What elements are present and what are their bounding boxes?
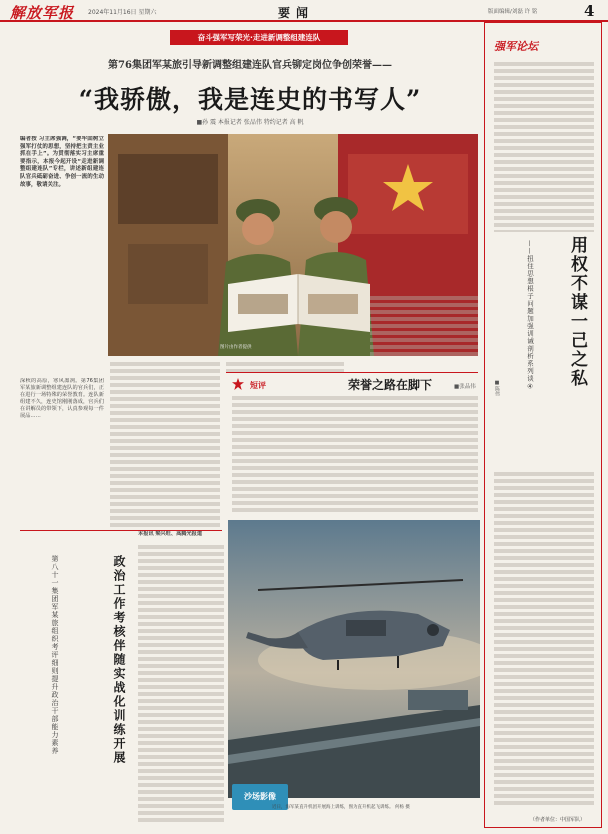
second-story-title[interactable]: 政治工作考核伴随实战化训练开展 bbox=[112, 555, 126, 765]
star-icon bbox=[232, 378, 244, 390]
story-headline[interactable]: “我骄傲，我是连史的书写人” bbox=[78, 85, 422, 114]
helicopter-photo-caption bbox=[272, 804, 452, 810]
short-comment-label: 短评 bbox=[250, 380, 266, 390]
commentary-footer: （作者单位：中国军队） bbox=[530, 817, 586, 823]
short-comment-author: ■张品伟 bbox=[454, 384, 476, 390]
helicopter-photo bbox=[228, 520, 480, 798]
second-story-body bbox=[138, 545, 224, 825]
body-column-3 bbox=[226, 362, 344, 372]
short-comment-title[interactable]: 荣誉之路在脚下 bbox=[348, 378, 433, 392]
commentary-author: ■陈伟 bbox=[494, 380, 500, 396]
section-title: 要闻 bbox=[278, 6, 315, 20]
editors-note bbox=[20, 136, 104, 346]
editors-note-text: 编者按 习主席强调，“要牢固树立强军打仗的思想，坚持把主责主业抓在手上”。为贯彻落实习主席重要指示，本报今起开设“走进新调整组建连队”专栏，讲述新组建连队官兵砥砺奋进、争创一流的生动故事，敬请关注。 bbox=[20, 136, 104, 188]
body-column-1 bbox=[20, 378, 104, 528]
second-story-byline-text: 本报讯 梁兴旺、高腾光报道 bbox=[138, 531, 203, 537]
story-banner: 奋斗强军写荣光·走进新调整组建连队 bbox=[170, 30, 348, 45]
helicopter-photo-graphic bbox=[228, 520, 480, 798]
newspaper-logo: 解放军报 bbox=[10, 4, 75, 22]
column-logo bbox=[494, 38, 554, 58]
photographer-credit: 何杨 摄 bbox=[394, 805, 410, 810]
column-logo-text: 强军论坛 bbox=[494, 40, 538, 53]
text-texture bbox=[226, 362, 344, 372]
commentary-headline[interactable]: 用权不谋一己之私 bbox=[567, 236, 587, 388]
caption-text: 近日，海军某直升机团开展海上训练，图为直升机起飞训练。 bbox=[272, 805, 394, 810]
page-editor: 版面编辑/刘磊 许 铭 bbox=[488, 9, 538, 15]
text-texture bbox=[370, 296, 478, 356]
badge-text: 沙场影像 bbox=[232, 784, 288, 810]
body-column-5 bbox=[370, 296, 478, 356]
body-text: 深秋的高原，寒风凛冽。第76集团军某旅新调整组建连队的官兵们，正在进行一场特殊的荣誉教育。连队新组建不久，连史馆刚刚落成，官兵们在讲解员的带领下，认真参观每一件展品…… bbox=[20, 378, 104, 419]
page-number: 4 bbox=[584, 2, 595, 20]
body-column-2 bbox=[110, 362, 220, 527]
second-story-kicker: 第八十一集团军某旅组织考评细则提升政治干部能力素养 bbox=[51, 555, 59, 755]
issue-date: 2024年11月16日 星期六 bbox=[88, 9, 157, 16]
text-texture bbox=[110, 362, 220, 527]
commentary-lead bbox=[494, 62, 594, 232]
main-photo-caption: 图片由作者提供 bbox=[220, 345, 252, 350]
commentary-body bbox=[494, 472, 594, 808]
story-byline: ■孙 震 本报记者 张品伟 特约记者 高 帆 bbox=[196, 119, 304, 126]
story-kicker: 第76集团军某旅引导新调整组建连队官兵铆定岗位争创荣誉—— bbox=[108, 60, 392, 71]
short-comment-body bbox=[232, 396, 478, 514]
second-story-byline bbox=[138, 531, 224, 541]
commentary-subtitle: ——扭住思想根子问题加强训诫剖析系列谈④ bbox=[526, 240, 534, 392]
divider bbox=[226, 372, 478, 373]
